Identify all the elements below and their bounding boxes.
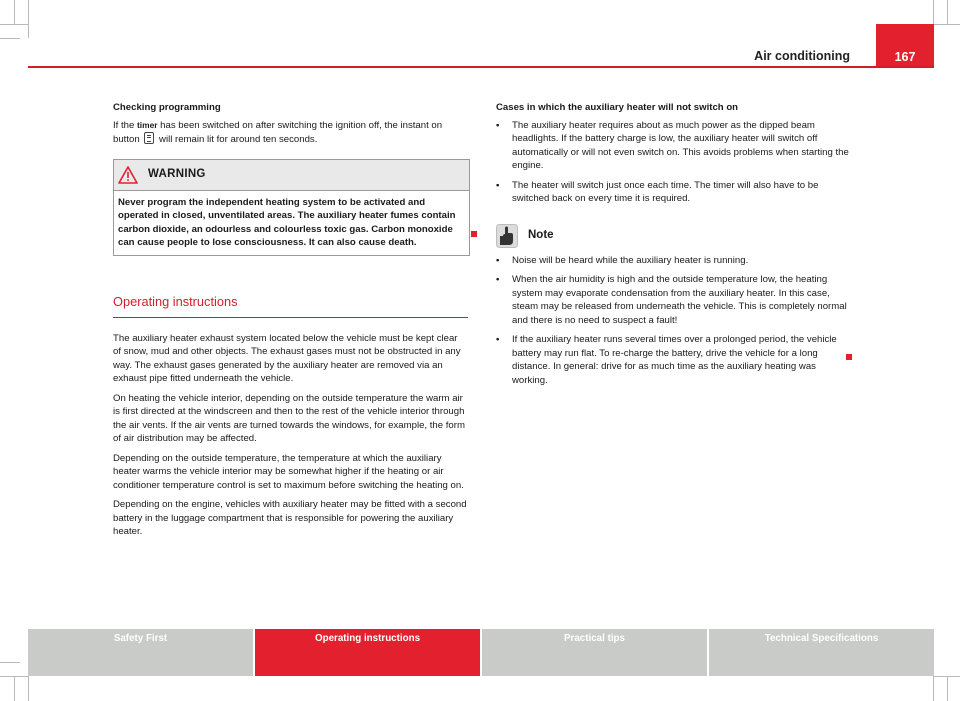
note-title: Note [528, 228, 554, 241]
footer-nav [28, 629, 934, 676]
crop-mark [0, 24, 28, 25]
timer-keyword: timer [137, 119, 158, 130]
intro-text-end: will remain lit for around ten seconds. [156, 134, 318, 145]
right-column [496, 101, 854, 393]
crop-mark [0, 38, 20, 39]
note-item [496, 254, 854, 274]
crop-mark [934, 24, 960, 25]
crop-mark [0, 662, 20, 663]
note-hand-icon [496, 224, 518, 248]
note-item-text: When the air humidity is high and the outside temperature low, the heating system may evaporate condensation from the auxiliary heater. In this case, steam may be released from underneath the vehicle. This is completely normal and there is no need to suspect a fault! [512, 274, 847, 326]
warning-text: Never program the independent heating system to be activated and operated in closed, unventilated areas. The auxiliary heater fumes contain carbon dioxide, an odourless and colourless toxic gas. Carbon monoxide can cause people to lose consciousness. It can also cause death. [118, 196, 456, 248]
header-rule [28, 66, 934, 68]
note-end-marker [846, 354, 852, 360]
warning-box [113, 159, 470, 256]
paragraph: Depending on the engine, vehicles with auxiliary heater may be fitted with a second battery in the luggage compartment that is responsible for powering the auxiliary heater. [113, 499, 467, 537]
bullet-icon: • [496, 179, 500, 191]
crop-mark [14, 0, 15, 24]
bullet-icon: • [496, 274, 500, 285]
not-switch-on-heading: Cases in which the auxiliary heater will not switch on [496, 102, 739, 113]
footer-tab-safety-first[interactable]: Safety First [28, 629, 253, 676]
warning-header [114, 160, 469, 191]
list-item-text: The auxiliary heater requires about as much power as the dipped beam headlights. If the battery charge is low, the auxiliary heater will switch off automatically or will not even switch on. This avoids problems when starting the engine. [512, 119, 849, 171]
list-item [496, 179, 854, 212]
crop-mark [947, 0, 948, 24]
paragraph: The auxiliary heater exhaust system located below the vehicle must be kept clear of snow, mud and other objects. The exhaust gases must not be obstructed in any way. The exhaust gases generated by the auxiliary heater are removed via an exhaust pipe fitted underneath the vehicle. [113, 332, 461, 384]
page-number-tab [876, 24, 934, 68]
paragraph: Depending on the outside temperature, the temperature at which the auxiliary heater warms the vehicle interior may be somewhat higher if the heating or air conditioner temperature control is set to maximum before switching the heating on. [113, 452, 464, 491]
intro-paragraph [113, 119, 468, 147]
note-item-text: If the auxiliary heater runs several times over a prolonged period, the vehicle battery may run flat. To re-charge the battery, drive the vehicle for a long distance. In general: drive for as much time as the auxiliary heating was working. [512, 334, 837, 386]
intro-text-middle: has been switched on after switching the ignition off, the instant on button [113, 119, 443, 145]
footer-tab-operating-instructions[interactable]: Operating instructions [255, 629, 480, 676]
crop-mark [947, 677, 948, 701]
warning-end-marker [471, 231, 477, 237]
paragraph: On heating the vehicle interior, depending on the outside temperature the warm air is first directed at the windscreen and then to the rest of the vehicle interior through the air vents. If the air vents are turned towards the windows, for example, the form of air distribution may be affected. [113, 392, 465, 444]
left-column [113, 101, 468, 545]
bullet-icon: • [496, 334, 500, 345]
note-header [496, 224, 854, 248]
footer-tab-technical-specifications[interactable]: Technical Specifications [709, 629, 934, 676]
warning-triangle-icon [118, 166, 138, 184]
page-number: 167 [894, 50, 916, 64]
crop-mark [14, 677, 15, 701]
list-item-text: The heater will switch just once each time. The timer will also have to be switched back on every time it is required. [512, 179, 819, 204]
footer-tab-practical-tips[interactable]: Practical tips [482, 629, 707, 676]
crop-mark [28, 0, 29, 38]
note-item-text: Noise will be heard while the auxiliary heater is running. [512, 254, 749, 266]
intro-text-start: If the [113, 119, 137, 131]
section-title: Operating instructions [113, 294, 468, 318]
list-item [496, 119, 854, 179]
bullet-icon: • [496, 254, 500, 266]
note-item [496, 273, 854, 333]
heater-button-icon [144, 132, 154, 144]
header-title: Air conditioning [754, 49, 850, 63]
bullet-icon: • [496, 119, 500, 131]
checking-programming-heading: Checking programming [113, 102, 221, 113]
warning-title: WARNING [148, 167, 206, 180]
note-item [496, 333, 854, 393]
